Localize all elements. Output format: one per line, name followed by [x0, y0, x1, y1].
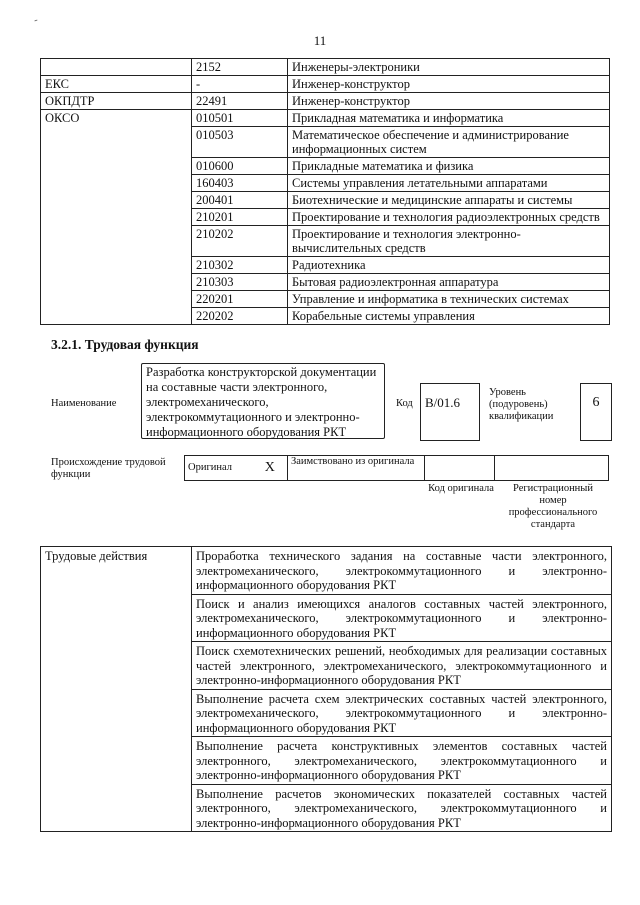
classification-name: Радиотехника	[288, 257, 610, 274]
section-heading: 3.2.1. Трудовая функция	[51, 337, 199, 352]
reg-number-caption: Регистрационный номер профессионального стандарта	[508, 483, 598, 530]
original-mark: X	[253, 456, 288, 481]
labor-action-row	[41, 547, 612, 595]
code-original-cell	[425, 456, 495, 481]
classification-name: Управление и информатика в технических системах	[288, 291, 610, 308]
page-number: 11	[313, 33, 327, 48]
classification-code: 220201	[192, 291, 288, 308]
classification-doc	[41, 59, 192, 76]
original-label: Оригинал	[185, 456, 253, 481]
classification-row	[41, 59, 610, 76]
classification-code: 010503	[192, 127, 288, 158]
classification-code: 210202	[192, 226, 288, 257]
classification-code: 210201	[192, 209, 288, 226]
classification-code: 200401	[192, 192, 288, 209]
classification-name: Биотехнические и медицинские аппараты и системы	[288, 192, 610, 209]
classification-row	[41, 76, 610, 93]
classification-name: Прикладная математика и информатика	[288, 110, 610, 127]
classification-table	[40, 58, 610, 325]
classification-row	[41, 110, 610, 127]
borrowed-label: Заимствовано из оригинала	[288, 456, 425, 481]
classification-code: 210302	[192, 257, 288, 274]
function-name-box: Разработка конструкторской документации на составные части электронного, электромеханического, электрокоммутационного и электронно-информационного оборудования РКТ	[141, 363, 385, 439]
corner-mark: -	[32, 13, 40, 27]
classification-name: Системы управления летательными аппаратами	[288, 175, 610, 192]
labor-action-item: Проработка технического задания на составные части электронного, электромеханического, электрокоммутационного и электронно-информационного оборудования РКТ	[192, 547, 612, 595]
classification-name: Инженер-конструктор	[288, 93, 610, 110]
classification-name: Бытовая радиоэлектронная аппаратура	[288, 274, 610, 291]
classification-name: Инженер-конструктор	[288, 76, 610, 93]
classification-name: Математическое обеспечение и администрирование информационных систем	[288, 127, 610, 158]
code-label: Код	[396, 398, 413, 409]
level-label: Уровень (подуровень) квалификации	[489, 387, 554, 422]
labor-action-item: Поиск схемотехнических решений, необходимых для реализации составных частей электронного, электромеханического, электрокоммутационного и электронно-информационного оборудования РКТ	[192, 642, 612, 690]
reg-number-cell	[495, 456, 609, 481]
classification-code: 2152	[192, 59, 288, 76]
origin-table	[184, 455, 609, 481]
classification-doc: ОКСО	[41, 110, 192, 325]
classification-name: Проектирование и технология радиоэлектронных средств	[288, 209, 610, 226]
labor-actions-label: Трудовые действия	[41, 547, 192, 832]
labor-action-item: Выполнение расчета схем электрических составных частей электронного, электромеханического, электрокоммутационного и электронно-информационного оборудования РКТ	[192, 689, 612, 737]
classification-name: Инженеры-электроники	[288, 59, 610, 76]
level-value-box: 6	[580, 383, 612, 441]
classification-doc: ОКПДТР	[41, 93, 192, 110]
classification-row	[41, 93, 610, 110]
classification-doc: ЕКС	[41, 76, 192, 93]
labor-action-item: Выполнение расчетов экономических показателей составных частей электронного, электромеханического, электрокоммутационного и электронно-информационного оборудования РКТ	[192, 784, 612, 832]
classification-name: Корабельные системы управления	[288, 308, 610, 325]
classification-name: Проектирование и технология электронно-вычислительных средств	[288, 226, 610, 257]
classification-code: 010600	[192, 158, 288, 175]
labor-actions-table	[40, 546, 612, 832]
labor-action-item: Выполнение расчета конструктивных элементов составных частей электронного, электромеханического, электрокоммутационного и электронно-информационного оборудования РКТ	[192, 737, 612, 785]
labor-action-item: Поиск и анализ имеющихся аналогов составных частей электронного, электромеханического, электрокоммутационного и электронно-информационного оборудования РКТ	[192, 594, 612, 642]
classification-code: 22491	[192, 93, 288, 110]
classification-code: 210303	[192, 274, 288, 291]
classification-code: -	[192, 76, 288, 93]
classification-name: Прикладные математика и физика	[288, 158, 610, 175]
classification-code: 220202	[192, 308, 288, 325]
code-original-caption: Код оригинала	[428, 483, 494, 494]
classification-code: 010501	[192, 110, 288, 127]
function-code-box: B/01.6	[420, 383, 480, 441]
origin-label: Происхождение трудовой функции	[51, 457, 166, 480]
name-label: Наименование	[51, 398, 117, 409]
classification-code: 160403	[192, 175, 288, 192]
